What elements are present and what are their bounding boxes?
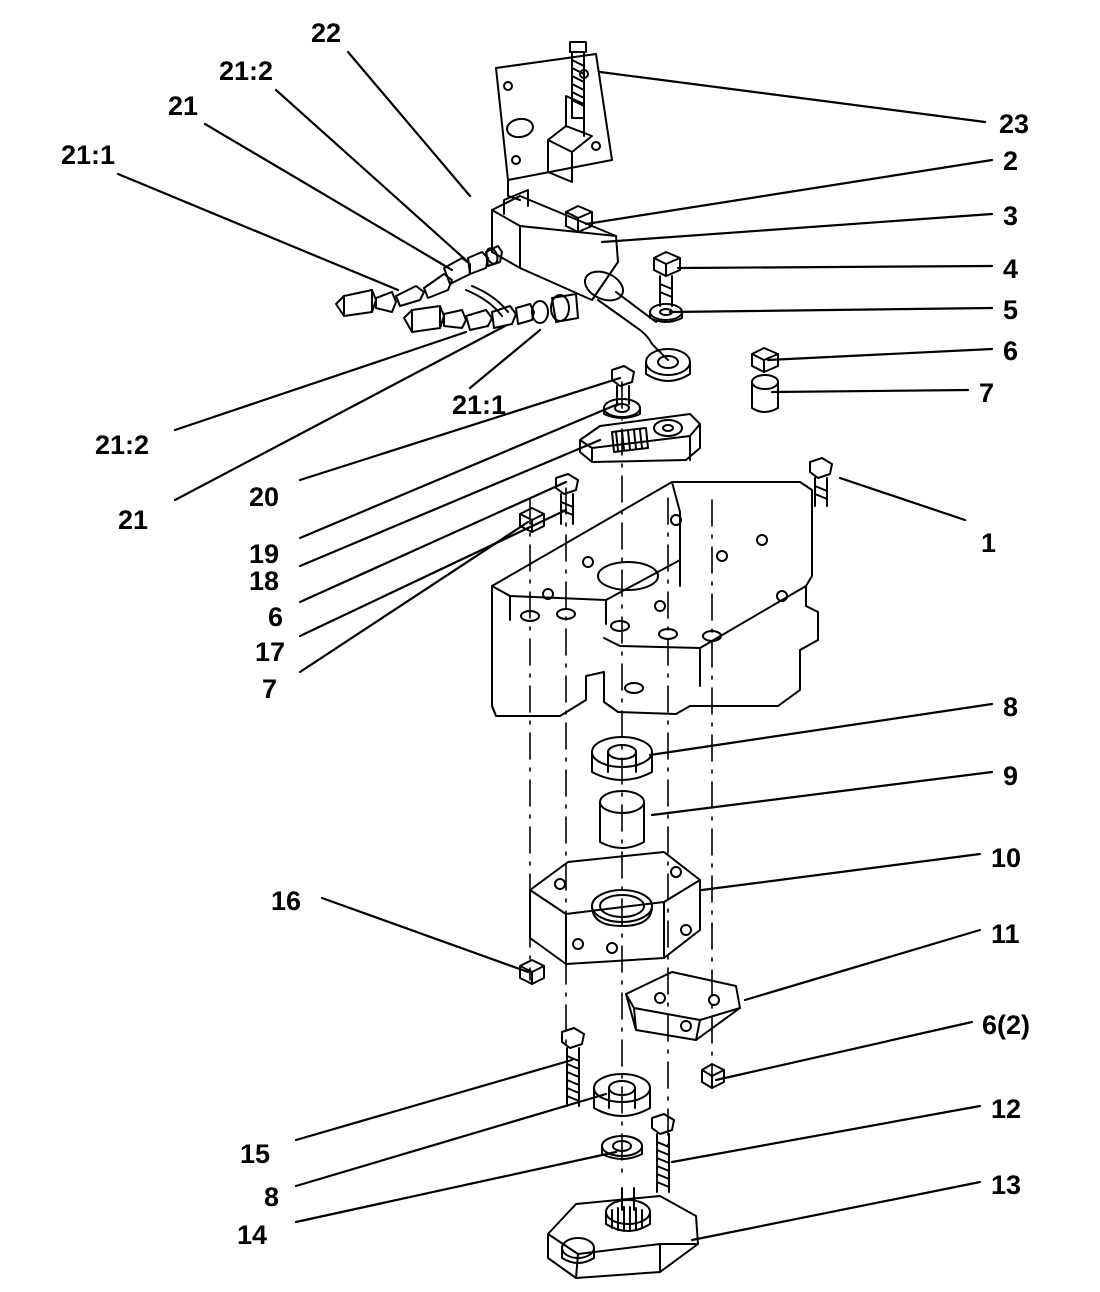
callout-4: 4 bbox=[1003, 254, 1019, 284]
callout-11: 11 bbox=[991, 919, 1020, 949]
callout-21-1-a: 21:1 bbox=[61, 140, 116, 170]
callout-17: 17 bbox=[255, 637, 286, 667]
callout-12: 12 bbox=[991, 1094, 1022, 1124]
callout-6-2: 6(2) bbox=[982, 1010, 1031, 1040]
callout-14: 14 bbox=[237, 1220, 268, 1250]
part-12-long-bolt bbox=[652, 1114, 674, 1192]
callout-19: 19 bbox=[249, 539, 280, 569]
part-11-lower-bracket bbox=[626, 972, 740, 1040]
centerlines bbox=[530, 382, 712, 1180]
callout-22: 22 bbox=[311, 18, 342, 48]
callout-20: 20 bbox=[249, 482, 280, 512]
callout-21-2-a: 21:2 bbox=[219, 56, 274, 86]
callout-21-2-b: 21:2 bbox=[95, 430, 150, 460]
part-17-bolt bbox=[556, 474, 578, 524]
callout-6-a: 6 bbox=[1003, 336, 1019, 366]
part-1-bolt bbox=[810, 458, 832, 506]
part-7-spacer-upper bbox=[752, 375, 778, 412]
callout-5: 5 bbox=[1003, 295, 1019, 325]
callout-9: 9 bbox=[1003, 761, 1019, 791]
part-22-mounting-plate bbox=[496, 54, 612, 200]
callout-23: 23 bbox=[999, 109, 1030, 139]
callout-10: 10 bbox=[991, 843, 1022, 873]
part-6-2-nut bbox=[702, 1064, 724, 1088]
callout-21-1-b: 21:1 bbox=[452, 390, 507, 420]
part-13-pivot-arm bbox=[548, 1188, 698, 1278]
callout-7-b: 7 bbox=[262, 674, 278, 704]
callout-8-b: 8 bbox=[264, 1182, 280, 1212]
callout-16: 16 bbox=[271, 886, 302, 916]
callout-2: 2 bbox=[1003, 146, 1019, 176]
callout-8-a: 8 bbox=[1003, 692, 1019, 722]
callout-6-b: 6 bbox=[268, 602, 284, 632]
part-18-clamp-bracket bbox=[580, 414, 700, 462]
callout-3: 3 bbox=[1003, 201, 1019, 231]
part-21-fittings bbox=[336, 246, 578, 332]
callout-21-b: 21 bbox=[118, 505, 149, 535]
part-1-main-plate bbox=[492, 482, 818, 716]
callout-21-a: 21 bbox=[168, 91, 199, 121]
part-10-flange-plate bbox=[530, 852, 700, 964]
part-4-bolt bbox=[654, 252, 680, 306]
callout-1: 1 bbox=[981, 528, 997, 558]
callout-15: 15 bbox=[240, 1139, 271, 1169]
callout-13: 13 bbox=[991, 1170, 1022, 1200]
part-16-nut bbox=[520, 960, 544, 984]
callout-7-a: 7 bbox=[979, 378, 995, 408]
callout-18: 18 bbox=[249, 566, 280, 596]
part-2-nut bbox=[566, 206, 592, 232]
part-6-nut-left bbox=[520, 508, 544, 532]
